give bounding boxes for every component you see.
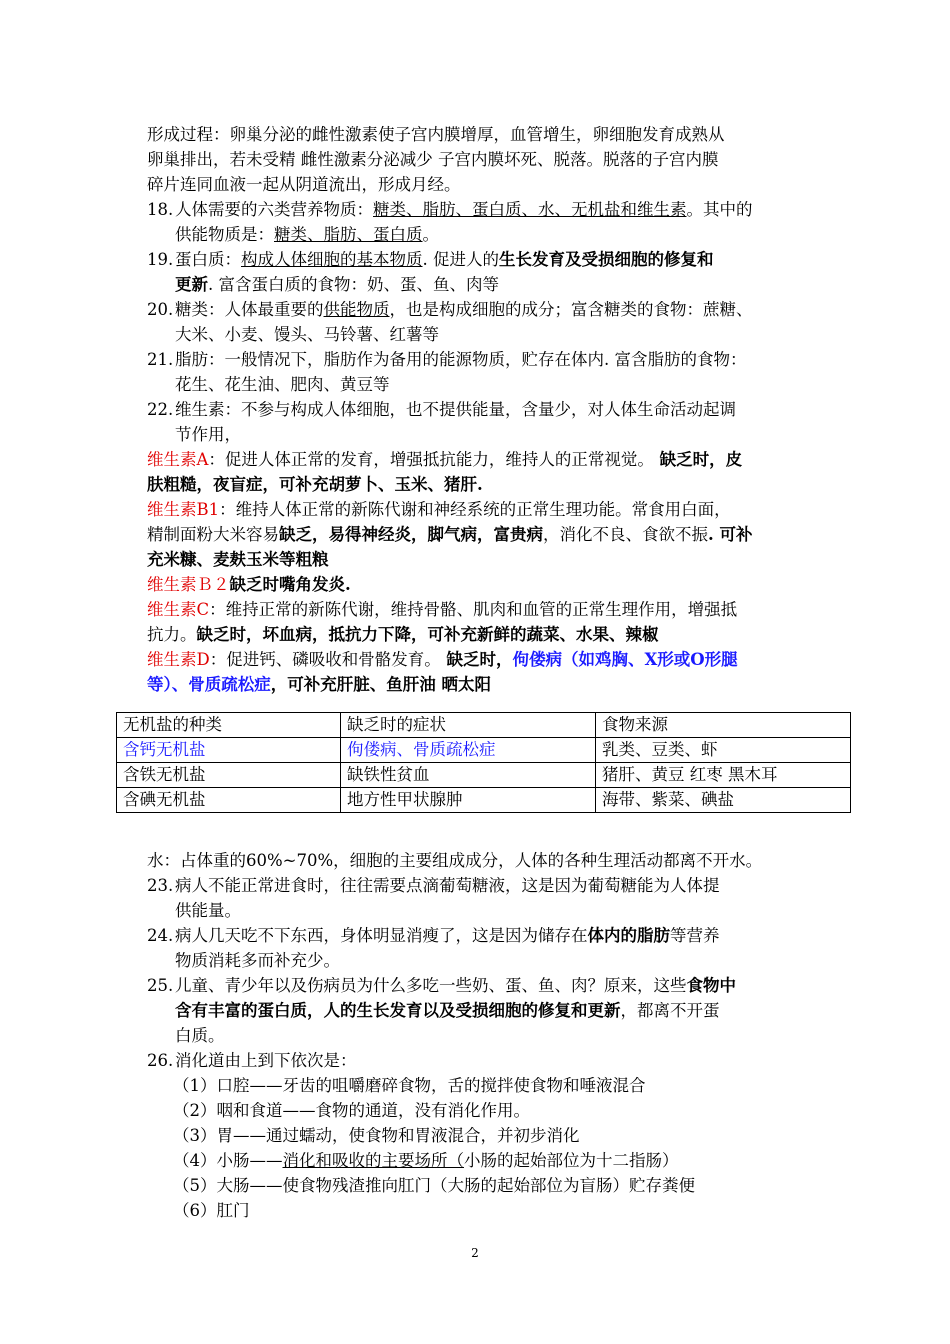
item-number: 20. [147,300,174,319]
text: ，消化不良、食欲不振 [543,525,708,544]
vitamin-label: 维生素A [147,450,209,469]
text: 。其中的 [686,200,753,219]
digestive-step-6: （6）肛门 [173,1201,250,1220]
underlined-text: 供能物质 [323,300,390,319]
vitamin-label: 维生素Ｂ２ [147,575,230,594]
table-header-row [117,713,851,738]
table-header: 食物来源 [596,713,851,738]
text: 供能物质是： [175,225,274,244]
text: ：促进钙、磷吸收和骨骼发育。 [209,650,441,669]
page-number: 2 [471,1246,479,1260]
text: 白质。 [175,1026,225,1045]
document-body [147,122,827,697]
text: 糖类：人体最重要的 [175,300,324,319]
vitamin-label: 维生素C [147,600,210,619]
blue-bold-text: 佝偻病（如鸡胸、X形或O形腿 [512,650,738,669]
bold-text: 缺乏，易得神经炎，脚气病，富贵病 [279,525,543,544]
table-cell: 猪肝、黄豆 红枣 黑木耳 [596,763,851,788]
intro-line-1: 形成过程：卵巢分泌的雌性激素使子宫内膜增厚，血管增生，卵细胞发育成熟从 [147,125,725,144]
text: 维生素：不参与构成人体细胞，也不提供能量，含量少，对人体生命活动起调 [175,400,736,419]
vitamin-d [147,647,827,697]
item-number: 21. [147,350,174,369]
text: . 促进人的 [422,250,499,269]
text: 蛋白质： [175,250,241,269]
blue-bold-text: 等）、骨质疏松症 [147,675,271,694]
intro-line-3: 碎片连同血液一起从阴道流出，形成月经。 [147,175,461,194]
table-cell: 海带、紫菜、碘盐 [596,788,851,813]
item-23 [147,873,827,923]
underlined-text: 构成人体细胞的基本物质 [241,250,423,269]
text: 病人几天吃不下东西，身体明显消瘦了，这是因为储存在 [175,926,588,945]
document-body-continued [147,848,827,1223]
item-26 [147,1048,827,1073]
table-cell: 地方性甲状腺肿 [341,788,596,813]
vitamin-b2 [147,572,827,597]
table-cell: 含钙无机盐 [117,738,341,763]
underlined-text: 消化和吸收的主要场所（ [282,1151,464,1170]
text: 病人不能正常进食时，往往需要点滴葡萄糖液，这是因为葡萄糖能为人体提 [175,876,720,895]
table-header: 无机盐的种类 [117,713,341,738]
text: ：维持正常的新陈代谢，维持骨骼、肌肉和血管的正常生理作用，增强抵 [209,600,738,619]
text: . 富含蛋白质的食物：奶、蛋、鱼、肉等 [208,275,499,294]
item-19 [147,247,827,297]
item-number: 25. [147,976,174,995]
text: 等营养 [670,926,720,945]
table-row [117,738,851,763]
item-number: 22. [147,400,174,419]
bold-text: ，可补充肝脏、鱼肝油 晒太阳 [270,675,491,694]
text: 节作用， [175,425,241,444]
text: 物质消耗多而补充少。 [175,951,340,970]
item-number: 23. [147,876,174,895]
text: （4）小肠—— [173,1151,283,1170]
text: 。 [422,225,439,244]
vitamin-label: 维生素D [147,650,210,669]
bold-text: 缺乏时，皮 [653,450,743,469]
underlined-text: 糖类、脂肪、蛋白质 [274,225,423,244]
intro-line-2: 卵巢排出，若未受精 雌性激素分泌减少 子宫内膜坏死、脱落。脱落的子宫内膜 [147,150,719,169]
item-18 [147,197,827,247]
text: 精制面粉大米容易 [147,525,279,544]
text: 儿童、青少年以及伤病员为什么多吃一些奶、蛋、鱼、肉？原来，这些 [175,976,687,995]
text: ，都离不开蛋 [620,1001,720,1020]
digestive-step-5: （5）大肠——使食物残渣推向肛门（大肠的起始部位为盲肠）贮存粪便 [173,1176,695,1195]
item-number: 19. [147,250,174,269]
bold-text: 充米糠、麦麸玉米等粗粮 [147,550,329,569]
item-number: 24. [147,926,174,945]
vitamin-b1 [147,497,827,572]
bold-text: 更新 [175,275,208,294]
text: ，也是构成细胞的成分；富含糖类的食物：蔗糖、 [389,300,753,319]
text: 小肠的起始部位为十二指肠） [464,1151,679,1170]
underlined-text: 糖类、脂肪、蛋白质、水、无机盐和维生素 [373,200,687,219]
item-24 [147,923,827,973]
bold-text: 缺乏时， [440,650,513,669]
table-header: 缺乏时的症状 [341,713,596,738]
digestive-step-1: （1）口腔——牙齿的咀嚼磨碎食物，舌的搅拌使食物和唾液混合 [173,1076,646,1095]
bold-text: 缺乏时嘴角发炎. [229,575,351,594]
text: 花生、花生油、肥肉、黄豆等 [175,375,390,394]
text: 供能量。 [175,901,241,920]
digestive-step-3: （3）胃——通过蠕动，使食物和胃液混合，并初步消化 [173,1126,580,1145]
table-cell: 含碘无机盐 [117,788,341,813]
bold-text: 缺乏时，坏血病，抵抗力下降，可补充新鲜的蔬菜、水果、辣椒 [196,625,659,644]
text: 大米、小麦、馒头、马铃薯、红薯等 [175,325,439,344]
text: 脂肪：一般情况下，脂肪作为备用的能源物质，贮存在体内. 富含脂肪的食物： [175,350,747,369]
item-number: 18. [147,200,174,219]
text: 人体需要的六类营养物质： [175,200,373,219]
vitamin-label: 维生素B1 [147,500,220,519]
bold-text: 体内的脂肪 [587,926,670,945]
table-cell: 佝偻病、骨质疏松症 [341,738,596,763]
item-21 [147,347,827,397]
item-22 [147,397,827,447]
digestive-step-4 [147,1148,827,1173]
vitamin-c [147,597,827,647]
text: 消化道由上到下依次是： [175,1051,357,1070]
item-25 [147,973,827,1048]
text: ：促进人体正常的发育，增强抵抗能力，维持人的正常视觉。 [208,450,654,469]
vitamin-a [147,447,827,497]
bold-text: . 可补 [708,525,753,544]
table-cell: 缺铁性贫血 [341,763,596,788]
table-row [117,763,851,788]
water-paragraph: 水：占体重的60%~70%，细胞的主要组成成分，人体的各种生理活动都离不开水。 [147,851,763,870]
digestive-step-2: （2）咽和食道——食物的通道，没有消化作用。 [173,1101,530,1120]
text: 抗力。 [147,625,197,644]
bold-text: 食物中 [686,976,736,995]
table-row [117,788,851,813]
table-cell: 含铁无机盐 [117,763,341,788]
bold-text: 生长发育及受损细胞的修复和 [499,250,714,269]
bold-text: 肤粗糙，夜盲症，可补充胡萝卜、玉米、猪肝. [147,475,483,494]
item-20 [147,297,827,347]
item-number: 26. [147,1051,174,1070]
table-cell: 乳类、豆类、虾 [596,738,851,763]
minerals-table [116,712,851,813]
bold-text: 含有丰富的蛋白质，人的生长发育以及受损细胞的修复和更新 [175,1001,621,1020]
text: ：维持人体正常的新陈代谢和神经系统的正常生理功能。常食用白面， [219,500,731,519]
